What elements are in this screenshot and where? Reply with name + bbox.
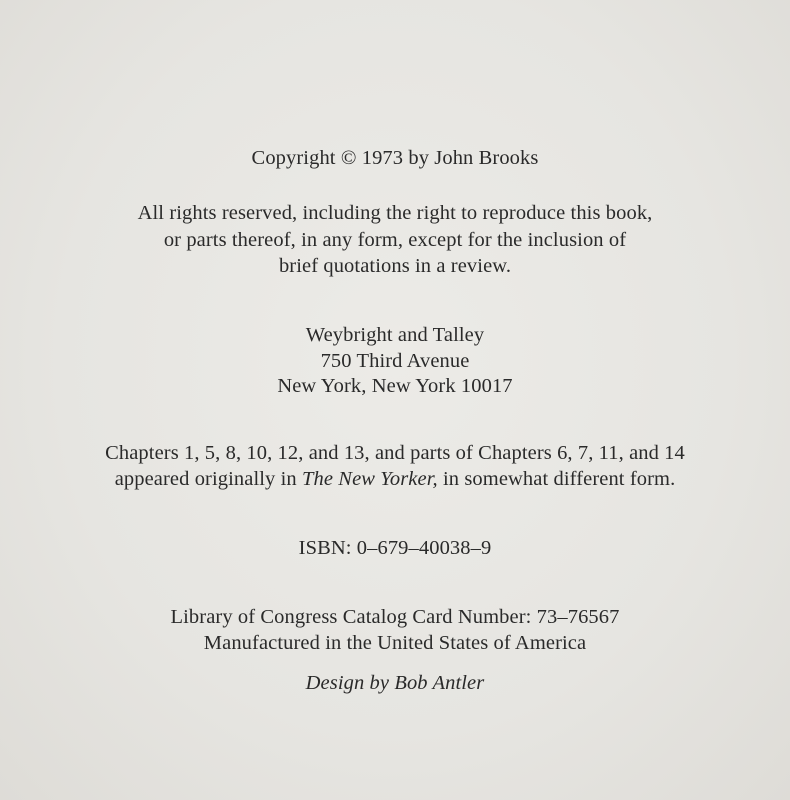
publisher-name: Weybright and Talley xyxy=(305,324,485,346)
chapters-note-prefix: appeared originally in xyxy=(114,468,303,490)
design-credit: Design by Bob Antler xyxy=(305,672,485,694)
publisher-city: New York, New York 10017 xyxy=(277,375,513,397)
chapters-note-line-1: Chapters 1, 5, 8, 10, 12, and 13, and parts of Chapters 6, 7, 11, and 14 xyxy=(105,442,685,464)
isbn-line: ISBN: 0–679–40038–9 xyxy=(298,537,492,559)
rights-line-3: brief quotations in a review. xyxy=(278,255,512,277)
rights-line-1: All rights reserved, including the right to reproduce this book, xyxy=(137,202,653,224)
manufactured-line: Manufactured in the United States of America xyxy=(203,632,587,654)
library-of-congress-line: Library of Congress Catalog Card Number: 73–76567 xyxy=(170,606,620,628)
chapters-note-line-2 xyxy=(0,467,790,491)
copyright-line: Copyright © 1973 by John Brooks xyxy=(251,147,539,169)
magazine-title: The New Yorker, xyxy=(302,468,438,490)
chapters-note-suffix: in somewhat different form. xyxy=(437,468,676,490)
rights-line-2: or parts thereof, in any form, except for the inclusion of xyxy=(163,229,627,251)
publisher-street: 750 Third Avenue xyxy=(320,350,470,372)
